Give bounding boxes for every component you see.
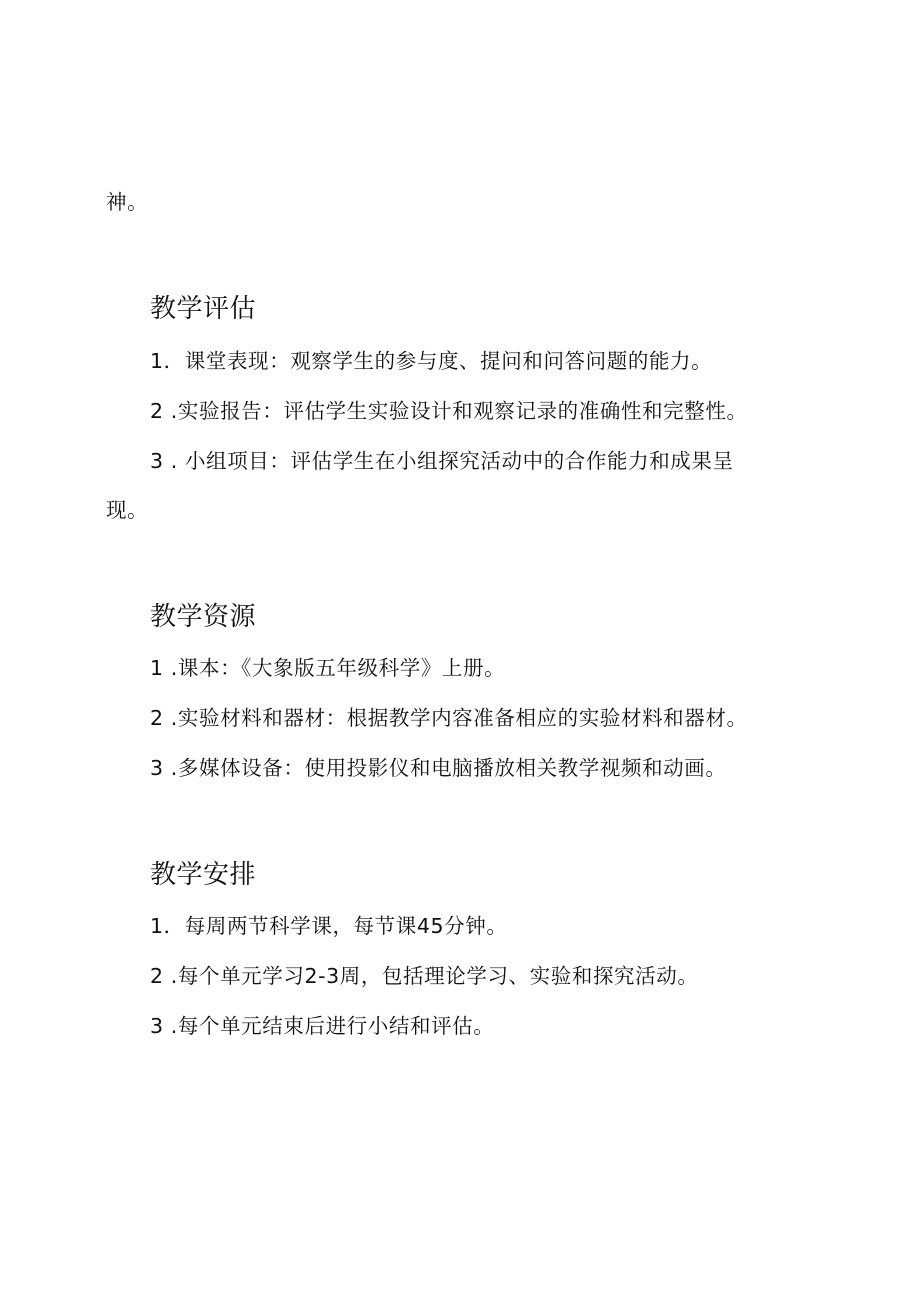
- list-item: 3 .多媒体设备：使用投影仪和电脑播放相关教学视频和动画。: [150, 756, 727, 780]
- list-item: 2 .每个单元学习2-3周，包括理论学习、实验和探究活动。: [150, 964, 699, 988]
- continuation-text: 神。: [106, 190, 149, 214]
- list-item: 1．课堂表现：观察学生的参与度、提问和问答问题的能力。: [150, 349, 713, 373]
- section-title-evaluation: 教学评估: [150, 294, 257, 324]
- list-item: 1 .课本：《大象版五年级科学》上册。: [150, 656, 506, 680]
- section-title-resources: 教学资源: [150, 602, 257, 632]
- list-item: 1．每周两节科学课，每节课45分钟。: [150, 914, 508, 938]
- list-item: 2 .实验报告：评估学生实验设计和观察记录的准确性和完整性。: [150, 399, 748, 423]
- list-item: 3 .每个单元结束后进行小结和评估。: [150, 1014, 495, 1038]
- list-item: 3 . 小组项目：评估学生在小组探究活动中的合作能力和成果呈: [150, 449, 734, 473]
- list-item-continuation: 现。: [106, 498, 149, 522]
- list-item: 2 .实验材料和器材：根据教学内容准备相应的实验材料和器材。: [150, 706, 748, 730]
- section-title-schedule: 教学安排: [150, 860, 257, 890]
